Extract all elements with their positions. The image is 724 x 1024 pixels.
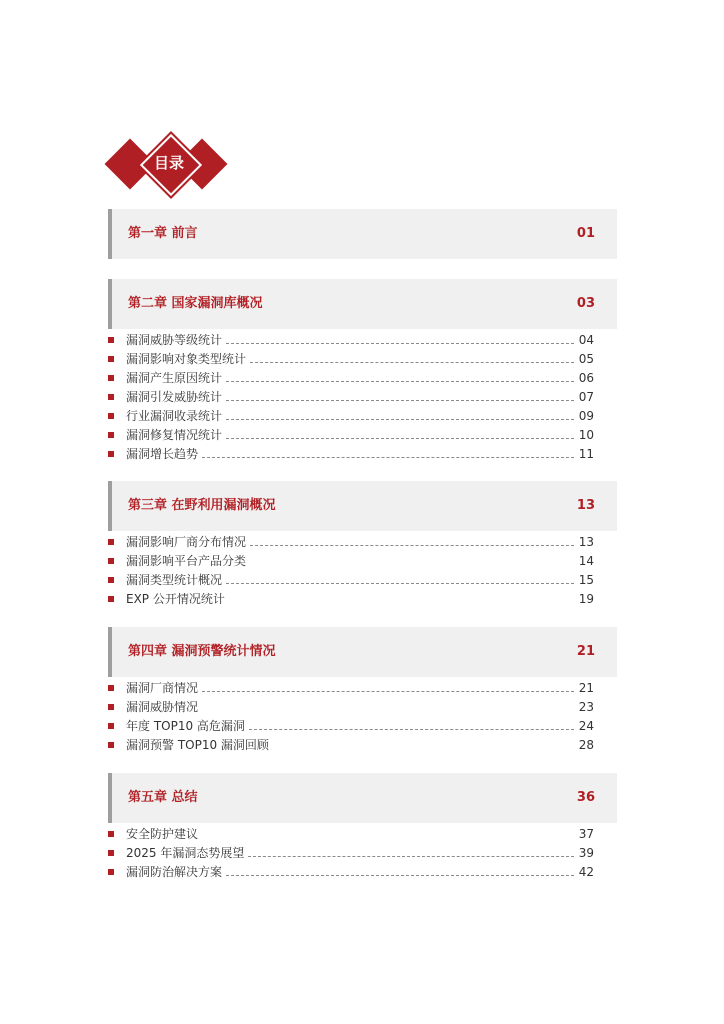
toc-entry-page: 39 [578, 845, 594, 860]
toc-entry[interactable] [108, 551, 594, 570]
bullet-icon [108, 685, 114, 691]
toc-entry[interactable] [108, 368, 594, 387]
chapter-page: 01 [576, 226, 595, 241]
toc-entry-page: 09 [578, 408, 594, 423]
chapter-4-header[interactable] [108, 627, 617, 677]
bullet-icon [108, 742, 114, 748]
chapter-1-header[interactable] [108, 209, 617, 259]
toc-entry-text: 漏洞厂商情况 [126, 681, 199, 695]
toc-entry[interactable] [108, 406, 594, 425]
toc-entry-text: 漏洞威胁情况 [126, 700, 199, 714]
bullet-icon [108, 723, 114, 729]
toc-entry[interactable] [108, 824, 594, 843]
toc-entry-page: 19 [578, 591, 594, 606]
bullet-icon [108, 539, 114, 545]
bullet-icon [108, 413, 114, 419]
bullet-icon [108, 850, 114, 856]
chapter-title: 第五章 总结 [128, 790, 198, 805]
bullet-icon [108, 432, 114, 438]
bullet-icon [108, 375, 114, 381]
leader-dots [250, 362, 574, 363]
leader-dots [202, 457, 574, 458]
chapter-page: 03 [576, 296, 595, 311]
bullet-icon [108, 704, 114, 710]
toc-entry-page: 04 [578, 332, 594, 347]
chapter-page: 13 [576, 498, 595, 513]
toc-entry-text: 漏洞影响平台产品分类 [126, 554, 247, 568]
leader-dots [248, 856, 574, 857]
toc-entry[interactable] [108, 862, 594, 881]
bullet-icon [108, 337, 114, 343]
chapter-title: 第三章 在野利用漏洞概况 [128, 498, 276, 513]
leader-dots [226, 875, 574, 876]
toc-entry[interactable] [108, 349, 594, 368]
bullet-icon [108, 831, 114, 837]
bullet-icon [108, 558, 114, 564]
toc-entry-page: 05 [578, 351, 594, 366]
toc-entry[interactable] [108, 843, 594, 862]
toc-header-badge [140, 134, 198, 192]
toc-entry-text: 漏洞产生原因统计 [126, 371, 223, 385]
toc-entry-text: 年度 TOP10 高危漏洞 [126, 719, 245, 733]
leader-dots [202, 691, 574, 692]
toc-entry-page: 28 [578, 737, 594, 752]
toc-entry-page: 07 [578, 389, 594, 404]
leader-dots [249, 729, 574, 730]
chapter-title: 第二章 国家漏洞库概况 [128, 296, 263, 311]
toc-entry[interactable] [108, 444, 594, 463]
toc-entry-text: 漏洞防治解决方案 [126, 865, 223, 879]
toc-entry-text: 安全防护建议 [126, 827, 199, 841]
chapter-3-header[interactable] [108, 481, 617, 531]
chapter-5-header[interactable] [108, 773, 617, 823]
leader-dots [226, 381, 574, 382]
toc-entry-page: 10 [578, 427, 594, 442]
chapter-title: 第一章 前言 [128, 226, 198, 241]
toc-title: 目录 [153, 154, 184, 172]
leader-dots [226, 438, 574, 439]
bullet-icon [108, 356, 114, 362]
toc-entry[interactable] [108, 570, 594, 589]
toc-entry[interactable] [108, 735, 594, 754]
leader-dots [226, 343, 574, 344]
toc-entry-text: 漏洞修复情况统计 [126, 428, 223, 442]
toc-entry-page: 15 [578, 572, 594, 587]
bullet-icon [108, 451, 114, 457]
toc-entry-page: 24 [578, 718, 594, 733]
toc-entry-page: 13 [578, 534, 594, 549]
chapter-2-entries [108, 330, 594, 463]
toc-entry-text: 漏洞引发威胁统计 [126, 390, 223, 404]
chapter-page: 36 [576, 790, 595, 805]
toc-entry-text: 漏洞类型统计概况 [126, 573, 223, 587]
bullet-icon [108, 596, 114, 602]
leader-dots [226, 583, 574, 584]
toc-entry-page: 42 [578, 864, 594, 879]
toc-entry[interactable] [108, 532, 594, 551]
toc-entry-text: 漏洞影响对象类型统计 [126, 352, 247, 366]
bullet-icon [108, 394, 114, 400]
bullet-icon [108, 577, 114, 583]
toc-entry-text: 漏洞影响厂商分布情况 [126, 535, 247, 549]
toc-entry-text: EXP 公开情况统计 [126, 592, 225, 606]
toc-entry-text: 漏洞增长趋势 [126, 447, 199, 461]
toc-entry[interactable] [108, 330, 594, 349]
chapter-2-header[interactable] [108, 279, 617, 329]
toc-entry-text: 2025 年漏洞态势展望 [126, 846, 245, 860]
toc-entry-text: 漏洞预警 TOP10 漏洞回顾 [126, 738, 269, 752]
toc-entry[interactable] [108, 697, 594, 716]
leader-dots [250, 545, 574, 546]
toc-entry-text: 行业漏洞收录统计 [126, 409, 223, 423]
bullet-icon [108, 869, 114, 875]
chapter-title: 第四章 漏洞预警统计情况 [128, 644, 276, 659]
toc-entry[interactable] [108, 678, 594, 697]
toc-entry-page: 21 [578, 680, 594, 695]
leader-dots [226, 400, 574, 401]
leader-dots [226, 419, 574, 420]
toc-entry-page: 11 [578, 446, 594, 461]
chapter-3-entries [108, 532, 594, 608]
toc-entry-page: 06 [578, 370, 594, 385]
toc-entry-page: 23 [578, 699, 594, 714]
toc-entry[interactable] [108, 387, 594, 406]
toc-entry[interactable] [108, 716, 594, 735]
chapter-5-entries [108, 824, 594, 881]
toc-entry[interactable] [108, 425, 594, 444]
toc-entry-page: 37 [578, 826, 594, 841]
toc-entry-page: 14 [578, 553, 594, 568]
toc-entry[interactable] [108, 589, 594, 608]
chapter-page: 21 [576, 644, 595, 659]
toc-entry-text: 漏洞威胁等级统计 [126, 333, 223, 347]
chapter-4-entries [108, 678, 594, 754]
toc-header-logo [104, 134, 228, 194]
